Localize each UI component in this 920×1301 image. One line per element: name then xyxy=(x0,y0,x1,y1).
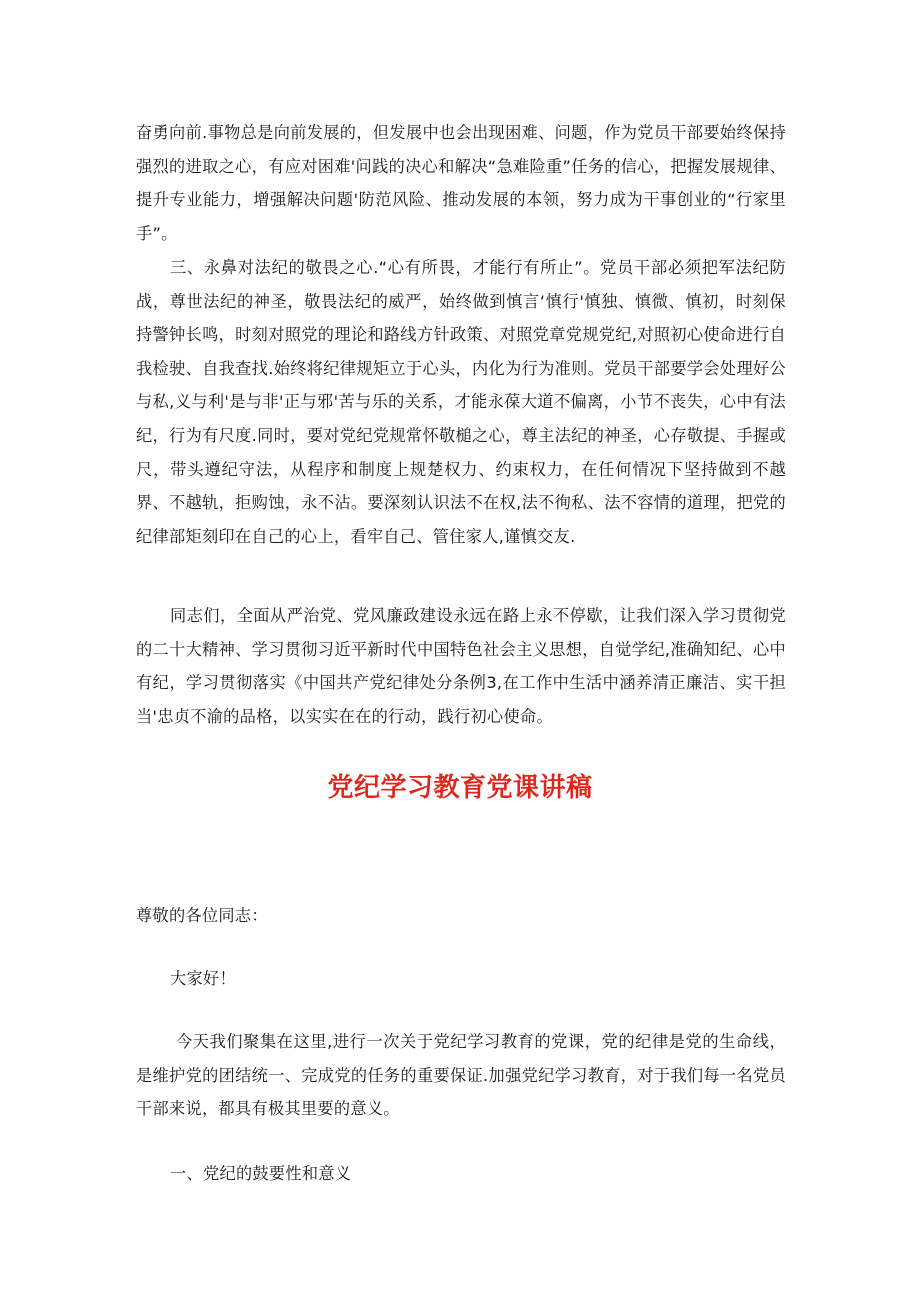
document-title: 党纪学习教育党课讲稿 xyxy=(327,773,593,803)
paragraph-closing: 同志们，全面从严治党、党风廉政建设永远在路上永不停歇，让我们深入学习贯彻党的二十大精神、学习贯彻习近平新时代中国特色社会主义思想，自觉学纪,准确知纪、心中有纪，学习贯彻落实《中国共产党纪律处分条例3,在工作中生活中涵养清正廉洁、实干担当'忠贞不渝的品格，以实实在在的行动，践行初心使命。 xyxy=(136,606,786,726)
greeting: 大家好！ xyxy=(170,969,236,988)
salutation: 尊敬的各位同志： xyxy=(136,906,268,925)
paragraph-section-three: 三、永鼻对法纪的敬畏之心.“心有所畏，才能行有所止”。党员干部必须把军法纪防战，尊世法纪的神圣，敬畏法纪的威严，始终做到慎言‘慎行'慎独、慎微、慎初，时刻保持警钟长鸣，时刻对照党的理论和路线方针政策、对照党章党规党纪,对照初心使命进行自我检驶、自我查找.始终将纪律规矩立于心头，内化为行为准则。党员干部要学会处理好公与私,义与利'是与非'正与邪'苦与乐的关系，才能永葆大道不偏离，小节不丧失，心中有法纪，行为有尺度.同时，要对党纪党规常怀敬槌之心，尊主法纪的神圣，心存敬提、手握或尺，带头遵纪守法，从程序和制度上规楚权力、约束权力，在任何情况下坚持做到不越界、不越轨，拒购蚀，永不沾。要深刻认识法不在权,法不徇私、法不容情的道理，把党的纪律部矩刻印在自己的心上，看牢自己、管住家人,谨慎交友. xyxy=(136,258,786,546)
paragraph-continuation: 奋勇向前.事物总是向前发展的，但发展中也会出现困难、问题，作为党员干部要始终保持强烈的进取之心，有应对困难'问践的决心和解决“急难险重”任务的信心，把握发展规律、提升专业能力，增强解决问题'防范风险、推动发展的本领，努力成为干事创业的“行家里手”。 xyxy=(136,123,786,243)
section-heading-one: 一、党纪的鼓要性和意义 xyxy=(170,1164,352,1183)
paragraph-intro: 今天我们聚集在这里,进行一次关于党纪学习教育的党课，党的纪律是党的生命线，是维护党的团结统一、完成党的任务的重要保证.加强党纪学习教育，对于我们每一名党员干部来说，都具有极其里要的意义。 xyxy=(136,1032,786,1119)
